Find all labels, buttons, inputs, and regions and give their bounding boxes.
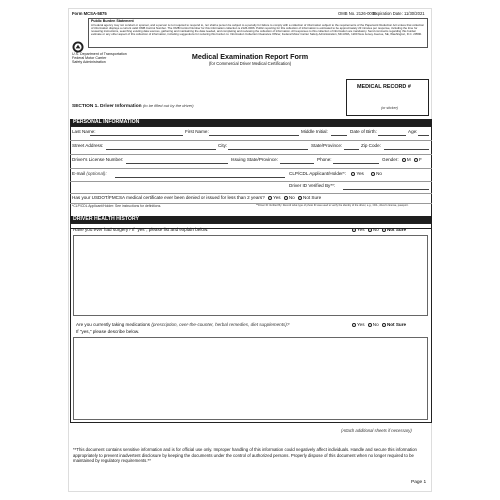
denied-not-sure-label: Not Sure (303, 195, 322, 201)
medications-not-sure-label: Not Sure (386, 322, 407, 328)
gender-m-label: M (406, 157, 411, 163)
surgery-question: Have you ever had surgery? If "yes", please list and explain below. (73, 227, 209, 232)
phone-field[interactable] (333, 163, 379, 164)
first-name-label: First Name: (185, 129, 209, 134)
email-field[interactable] (115, 177, 285, 178)
middle-initial-label: Middle Initial: (301, 129, 328, 134)
medications-not-sure-radio[interactable] (382, 323, 386, 327)
medications-no-label: No (372, 322, 379, 328)
attach-sheets-note: (Attach additional sheets if necessary) (341, 428, 412, 433)
clp-yes-label: Yes (356, 171, 364, 177)
section1-title: SECTION 1. Driver Information (72, 104, 142, 109)
surgery-yes-radio[interactable] (352, 228, 356, 232)
medications-yes-label: Yes (357, 322, 365, 328)
driver-id-label: Driver ID Verified By**: (289, 183, 336, 188)
gender-m-radio[interactable] (402, 158, 406, 162)
dob-label: Date of Birth: (350, 129, 377, 134)
agency-line-1: U.S. Department of Transportation (72, 52, 127, 56)
issuing-state-field[interactable] (280, 163, 314, 164)
zip-label: Zip Code: (361, 143, 381, 148)
street-address-label: Street Address: (72, 143, 104, 148)
gender-f-radio[interactable] (414, 158, 418, 162)
email-label-group (72, 172, 107, 177)
age-field[interactable] (418, 135, 429, 136)
gender-label: Gender: (382, 157, 399, 163)
city-field[interactable] (228, 149, 308, 150)
state-label: State/Province: (311, 143, 343, 148)
medications-hint: (prescription, over-the-counter, herbal remedies, diet supplements)? (151, 322, 290, 327)
zip-field[interactable] (384, 149, 429, 150)
medications-yes-radio[interactable] (352, 323, 356, 327)
surgery-explanation-area[interactable] (73, 235, 428, 316)
section1-heading (72, 104, 194, 110)
burden-text: A Federal agency may not conduct or sponsor, and a person is not required to respond to, nor shall a person be subject to a penalty for failure to comply with a collection of information subject to the requirements of the Paperwork Reduction Act unless that collection of information displays a current valid OMB Control Number. The OMB Control Number for this information collection is 2126-0006. Public reporting for this collection of information is estimated to be approximately 23 minutes per response, including the time for reviewing instructions, searching existing data sources, gathering and maintaining the data needed, and completing and reviewing the collection of information. All responses to this collection of information are mandatory. Send comments regarding this burden estimate or any other aspect of this collection of information, including suggestions for reducing this burden to: Information Collection Clearance Officer, Federal Motor Carrier Safety Administration, MC-RRA, 1200 New Jersey Avenue, SE, Washington, D.C. 20590. (91, 22, 425, 37)
email-hint: (optional): (86, 171, 107, 176)
personal-information-bar: PERSONAL INFORMATION (70, 119, 432, 126)
form-title: Medical Examination Report Form (191, 52, 309, 61)
footnote-driver-id: **Driver ID Verified By: Record what type of photo ID was used to verify the identity of the driver, e.g., CDL, driver's license, passport. (256, 204, 409, 207)
street-address-field[interactable] (106, 149, 216, 150)
last-name-field[interactable] (90, 135, 183, 136)
medications-description-area[interactable] (73, 337, 428, 420)
phone-label: Phone: (317, 157, 332, 162)
footer-sensitivity-note: **This document contains sensitive information and is for official use only. Improper handling of this information could negatively affect individuals. Handle and secure this information appropriately to prevent inadvertent disclosure by keeping the documents under the control of authorized persons. Properly dispose of this document when no longer required to be maintained by regulatory requirements.** (73, 447, 417, 464)
agency-line-2: Federal Motor Carrier (72, 56, 107, 60)
surgery-options (352, 228, 406, 233)
clp-yes-radio[interactable] (351, 172, 355, 176)
medical-record-hint: (or sticker) (381, 106, 398, 110)
denied-no-label: No (288, 195, 295, 201)
agency-line-3: Safety Administration (72, 60, 106, 64)
dot-seal-icon (72, 40, 84, 52)
medications-question: Are you currently taking medications (76, 322, 151, 327)
form-subtitle: (for Commercial Driver Medical Certification) (208, 61, 292, 66)
surgery-no-radio[interactable] (368, 228, 372, 232)
surgery-no-label: No (372, 227, 379, 233)
license-label: Driver's License Number: (72, 157, 124, 162)
gender-f-label: F (419, 157, 422, 163)
footnote-clp: *CLP/CDL Applicant/Holder: See instructions for definitions. (72, 204, 162, 208)
driver-id-field[interactable] (343, 189, 429, 190)
city-label: City: (218, 143, 228, 148)
row-divider (70, 168, 432, 169)
dob-field[interactable] (378, 135, 406, 136)
surgery-not-sure-radio[interactable] (382, 228, 386, 232)
denied-yes-radio[interactable] (268, 196, 272, 200)
medical-record-label: MEDICAL RECORD # (357, 84, 411, 90)
age-label: Age: (408, 129, 418, 134)
denied-yes-label: Yes (273, 195, 281, 201)
gender-group (382, 158, 422, 163)
surgery-not-sure-label: Not Sure (386, 227, 407, 233)
form-number: Form MCSA-5875 (72, 11, 107, 16)
clp-label: CLP/CDL Applicant/Holder*: (289, 171, 347, 177)
surgery-yes-label: Yes (357, 227, 365, 233)
issuing-state-label: Issuing State/Province: (231, 157, 278, 162)
burden-statement (88, 18, 428, 48)
section1-hint: (to be filled out by the driver) (142, 103, 194, 108)
row-divider (70, 154, 432, 155)
medical-record-box[interactable] (346, 79, 429, 116)
first-name-field[interactable] (209, 135, 299, 136)
denied-no-radio[interactable] (284, 196, 288, 200)
row-divider (70, 181, 432, 182)
denied-question: Has your USDOT/FMCSA medical certificate ever been denied or issued for less than 2 years? (72, 195, 265, 201)
clp-no-radio[interactable] (371, 172, 375, 176)
clp-group (289, 172, 382, 177)
medications-options (352, 323, 406, 328)
middle-initial-field[interactable] (331, 135, 347, 136)
clp-no-label: No (376, 171, 382, 177)
denied-not-sure-radio[interactable] (298, 196, 302, 200)
medications-question-2: If "yes," please describe below. (76, 329, 140, 334)
medications-no-radio[interactable] (368, 323, 372, 327)
row-divider (70, 140, 432, 141)
denied-question-group (72, 196, 321, 201)
row-divider (70, 193, 432, 194)
driver-health-history-bar: DRIVER HEALTH HISTORY (70, 216, 432, 223)
page-number: Page 1 (411, 480, 427, 485)
state-field[interactable] (344, 149, 359, 150)
license-field[interactable] (126, 163, 228, 164)
expiration-date: Expiration Date: 11/30/2021 (373, 11, 425, 16)
burden-title: Public Burden Statement (91, 19, 134, 23)
email-label: E-mail (72, 171, 86, 176)
omb-number: OMB No. 2126-0006 (338, 11, 377, 16)
medications-question-group (76, 323, 289, 328)
last-name-label: Last Name: (72, 129, 96, 134)
